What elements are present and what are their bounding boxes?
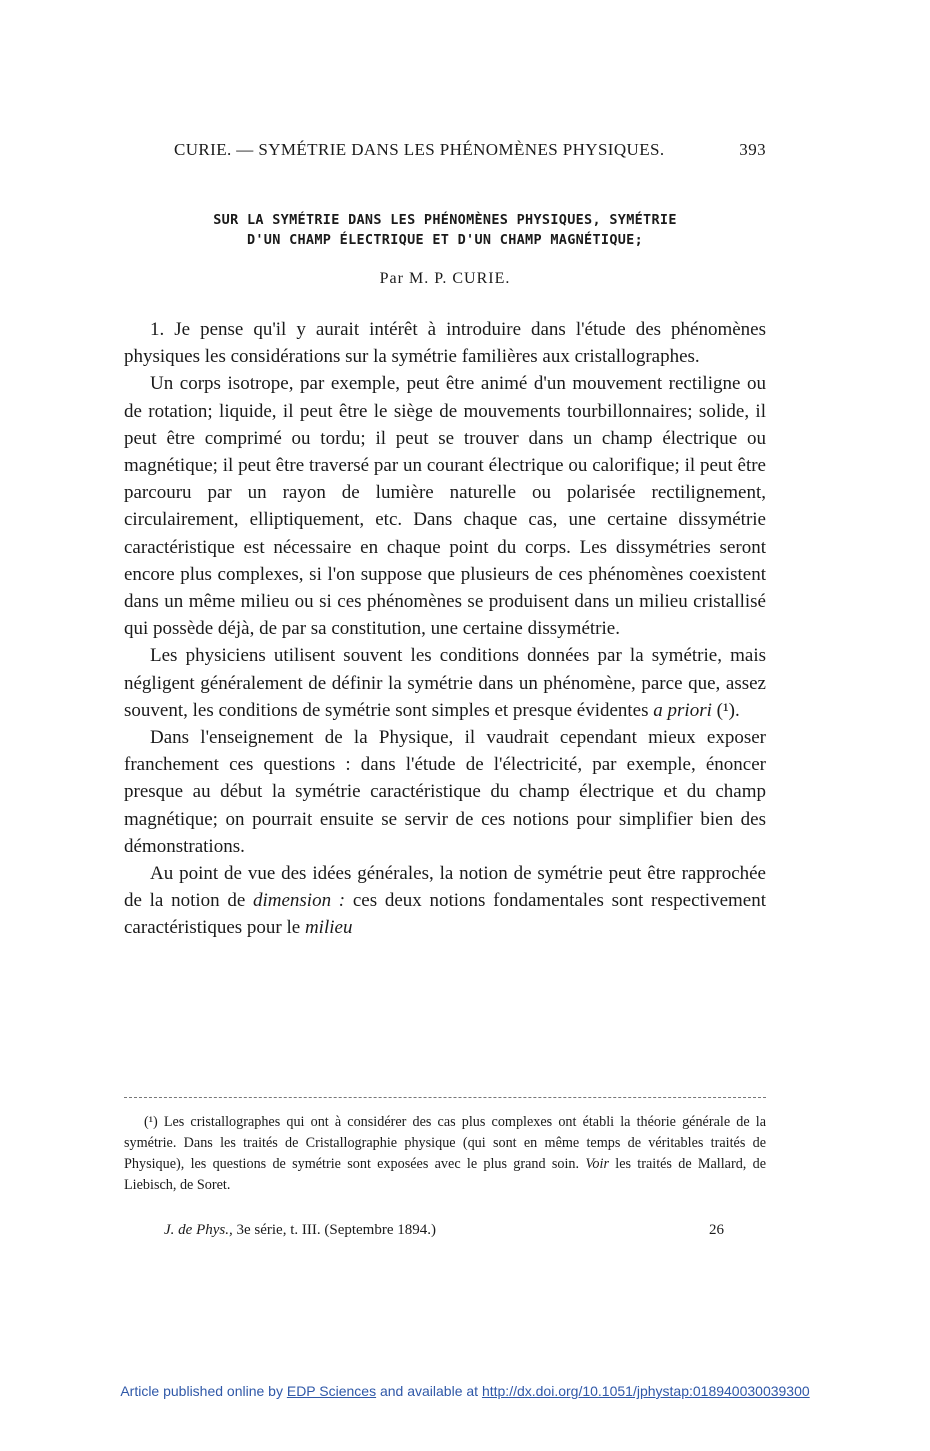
author-byline: Par M. P. CURIE. (379, 270, 511, 287)
running-head-text: CURIE. — SYMÉTRIE DANS LES PHÉNOMÈNES PHYSIQUES. (174, 140, 665, 159)
journal-name: J. de Phys., (164, 1222, 233, 1238)
paragraph-3 (124, 642, 766, 724)
paragraph-2: Un corps isotrope, par exemple, peut être animé d'un mouvement rectiligne ou de rotation; liquide, il peut être le siège de mouvements tourbillonnaires; solide, il peut être comprimé ou tordu; il peut se trouver dans un champ électrique ou magnétique; il peut être traversé par un courant électrique ou calorifique; il peut être parcouru par un rayon de lumière naturelle ou polarisée rectilignement, circulairement, elliptiquement, etc. Dans chaque cas, une certaine dissymétrie caractéristique est nécessaire en chaque point du corps. Les dissymétries seront encore plus complexes, si l'on suppose que plusieurs de ces phénomènes coexistent dans un même milieu ou si ces phénomènes se produisent dans un milieu cristallisé qui possède déjà, de par sa constitution, une certaine dissymétrie. (124, 373, 766, 640)
paragraph-5 (124, 860, 766, 942)
publisher-middle: and available at (376, 1383, 482, 1399)
journal-footer (164, 1222, 724, 1239)
paragraph-3-text: Les physiciens utilisent souvent les conditions données par la symétrie, mais négligent généralement de définir la symétrie dans un phénomène, parce que, assez souvent, les conditions de symétrie sont simples et presque évidentes (124, 645, 766, 721)
footnote-text: (¹) Les cristallographes qui ont à considérer des cas plus complexes ont établi la théorie générale de la symétrie. Dans les traités de Cristallographie physique (qui sont en même temps de véritables traités de Physique), les questions de symétrie sont exposées avec le plus grand soin. (124, 1114, 766, 1172)
footnote (124, 1112, 766, 1196)
paragraph-1: 1. Je pense qu'il y aurait intérêt à introduire dans l'étude des phénomènes physiques les considérations sur la symétrie familières aux cristallographes. (124, 319, 766, 368)
publisher-link[interactable]: EDP Sciences (286, 1383, 377, 1399)
publisher-line (0, 1383, 930, 1399)
paragraph-4: Dans l'enseignement de la Physique, il vaudrait cependant mieux exposer franchement ces questions : dans l'étude de l'électricité, par exemple, énoncer presque au début la symétrie caractéristique du champ électrique et du champ magnétique; on pourrait ensuite se servir de ces notions pour simplifier bien des démonstrations. (124, 727, 766, 857)
paragraph-5-text: Au point de vue des idées générales, la notion de symétrie peut être rapprochée de la notion de (124, 863, 766, 912)
title-line-2: D'UN CHAMP ÉLECTRIQUE ET D'UN CHAMP MAGNÉTIQUE; (246, 232, 644, 248)
body-text (124, 316, 766, 942)
running-head (174, 140, 766, 160)
footnote-text-end: les traités de Mallard, de Liebisch, de Soret. (124, 1156, 766, 1193)
footnote-separator (124, 1097, 766, 1098)
page-number: 393 (739, 140, 766, 159)
sheet-number: 26 (709, 1222, 724, 1238)
footnote-ref: (¹). (711, 699, 740, 721)
article-title (124, 210, 766, 250)
paragraph-5-italic-milieu: milieu (304, 917, 353, 939)
publisher-prefix: Article published online by (120, 1383, 287, 1399)
footnote-italic: Voir (585, 1156, 609, 1172)
journal-details: 3e série, t. III. (Septembre 1894.) (232, 1222, 436, 1238)
paragraph-5-text-mid: ces deux notions fondamentales sont respectivement caractéristiques pour le (124, 890, 767, 939)
paragraph-3-italic: a priori (653, 699, 712, 721)
paragraph-5-italic-dimension: dimension : (252, 890, 346, 912)
title-line-1: SUR LA SYMÉTRIE DANS LES PHÉNOMÈNES PHYSIQUES, SYMÉTRIE (213, 212, 677, 228)
doi-link[interactable]: http://dx.doi.org/10.1051/jphystap:018940030039300 (481, 1383, 810, 1399)
